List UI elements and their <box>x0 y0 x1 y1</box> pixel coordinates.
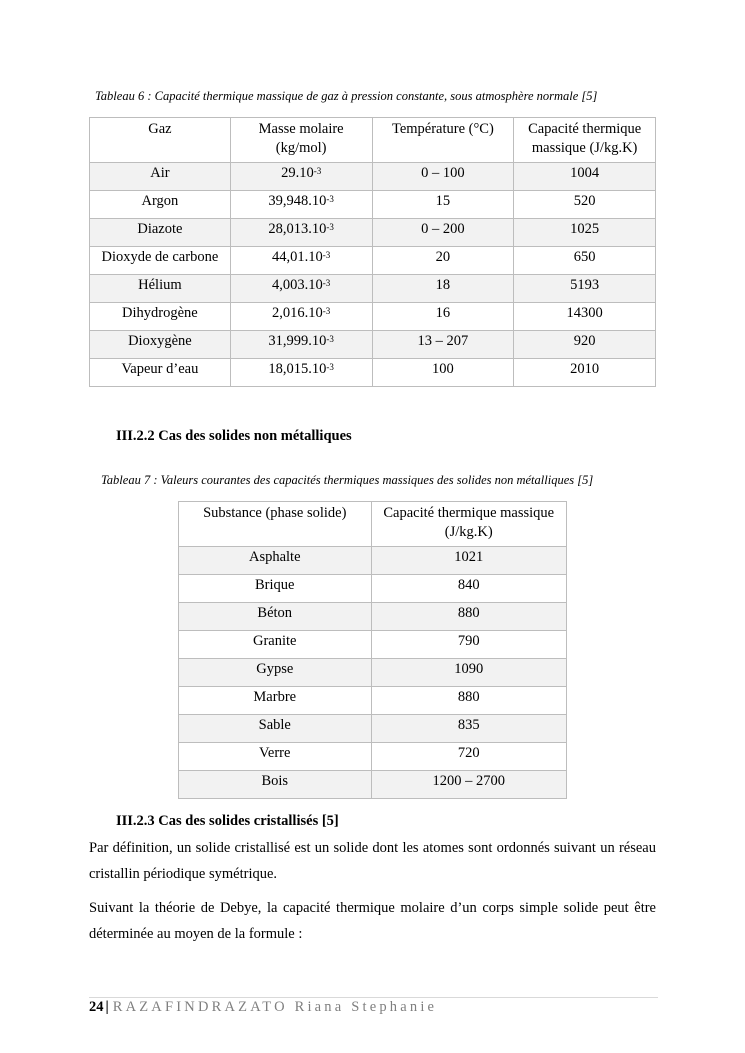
table-row <box>179 743 567 771</box>
paragraph-definition: Par définition, un solide cristallisé est un solide dont les atomes sont ordonnés suivant un réseau cristallin périodique symétrique. <box>89 840 656 882</box>
heat-capacity: 720 <box>371 743 567 771</box>
temperature: 13 – 207 <box>372 331 514 359</box>
heat-capacity: 2010 <box>514 359 656 387</box>
column-header-temperature: Température (°C) <box>372 118 514 163</box>
column-header-gaz: Gaz <box>90 118 231 163</box>
molar-mass: $4,003.10^{-3}$ <box>230 275 372 303</box>
table-row <box>179 575 567 603</box>
table-row <box>90 359 656 387</box>
substance: Gypse <box>179 659 372 687</box>
heat-capacity: 5193 <box>514 275 656 303</box>
molar-mass: $28,013.10^{-3}$ <box>230 219 372 247</box>
heat-capacity: 1021 <box>371 547 567 575</box>
page-footer <box>89 999 437 1016</box>
gas-name: Diazote <box>90 219 231 247</box>
gas-name: Dioxygène <box>90 331 231 359</box>
temperature: 0 – 100 <box>372 163 514 191</box>
column-header-capacite: Capacité thermique massique (J/kg.K) <box>371 502 567 547</box>
temperature: 16 <box>372 303 514 331</box>
heat-capacity: 1004 <box>514 163 656 191</box>
column-header-capacite: Capacité thermique massique (J/kg.K) <box>514 118 656 163</box>
heat-capacity: 1090 <box>371 659 567 687</box>
temperature: 18 <box>372 275 514 303</box>
page-number: 24 <box>89 999 104 1015</box>
substance: Verre <box>179 743 372 771</box>
heat-capacity: 790 <box>371 631 567 659</box>
heat-capacity: 840 <box>371 575 567 603</box>
table-row <box>90 247 656 275</box>
footer-separator: | <box>105 999 109 1015</box>
gas-name: Air <box>90 163 231 191</box>
table-header-row <box>179 502 567 547</box>
paragraph-debye: Suivant la théorie de Debye, la capacité thermique molaire d’un corps simple solide peut être déterminée au moyen de la formule : <box>89 900 656 942</box>
table-row <box>90 275 656 303</box>
substance: Brique <box>179 575 372 603</box>
table-row <box>90 191 656 219</box>
table-row <box>179 547 567 575</box>
temperature: 0 – 200 <box>372 219 514 247</box>
footer-divider <box>89 997 658 998</box>
substance: Béton <box>179 603 372 631</box>
heat-capacity: 880 <box>371 687 567 715</box>
molar-mass: $29.10^{-3}$ <box>230 163 372 191</box>
gas-name: Dihydrogène <box>90 303 231 331</box>
table-row <box>179 715 567 743</box>
gas-name: Argon <box>90 191 231 219</box>
substance: Asphalte <box>179 547 372 575</box>
molar-mass: $39,948.10^{-3}$ <box>230 191 372 219</box>
table-row <box>90 163 656 191</box>
table-row <box>179 603 567 631</box>
table7-caption: Tableau 7 : Valeurs courantes des capacités thermiques massiques des solides non métalliques [5] <box>101 473 594 487</box>
table6-caption: Tableau 6 : Capacité thermique massique de gaz à pression constante, sous atmosphère normale [5] <box>95 89 598 103</box>
table-row <box>179 771 567 799</box>
heat-capacity: 1200 – 2700 <box>371 771 567 799</box>
molar-mass: $31,999.10^{-3}$ <box>230 331 372 359</box>
gas-heat-capacity-table <box>89 117 656 387</box>
temperature: 15 <box>372 191 514 219</box>
substance: Marbre <box>179 687 372 715</box>
heat-capacity: 880 <box>371 603 567 631</box>
table-row <box>90 219 656 247</box>
footer-author: RAZAFINDRAZATO Riana Stephanie <box>112 999 438 1015</box>
heat-capacity: 835 <box>371 715 567 743</box>
heat-capacity: 650 <box>514 247 656 275</box>
heat-capacity: 1025 <box>514 219 656 247</box>
column-header-masse-molaire: Masse molaire (kg/mol) <box>230 118 372 163</box>
table-row <box>90 303 656 331</box>
gas-name: Dioxyde de carbone <box>90 247 231 275</box>
table-row <box>179 631 567 659</box>
substance: Granite <box>179 631 372 659</box>
substance: Sable <box>179 715 372 743</box>
molar-mass: $44,01.10^{-3}$ <box>230 247 372 275</box>
heat-capacity: 520 <box>514 191 656 219</box>
solid-heat-capacity-table <box>178 501 567 799</box>
heat-capacity: 14300 <box>514 303 656 331</box>
column-header-substance: Substance (phase solide) <box>179 502 372 547</box>
section-heading-solides-non-metalliques: III.2.2 Cas des solides non métalliques <box>116 428 352 444</box>
table-row <box>179 687 567 715</box>
table-row <box>90 331 656 359</box>
substance: Bois <box>179 771 372 799</box>
temperature: 20 <box>372 247 514 275</box>
table-header-row <box>90 118 656 163</box>
table-row <box>179 659 567 687</box>
temperature: 100 <box>372 359 514 387</box>
section-heading-solides-cristallises: III.2.3 Cas des solides cristallisés [5] <box>116 813 339 829</box>
molar-mass: $2,016.10^{-3}$ <box>230 303 372 331</box>
molar-mass: $18,015.10^{-3}$ <box>230 359 372 387</box>
gas-name: Hélium <box>90 275 231 303</box>
gas-name: Vapeur d’eau <box>90 359 231 387</box>
heat-capacity: 920 <box>514 331 656 359</box>
